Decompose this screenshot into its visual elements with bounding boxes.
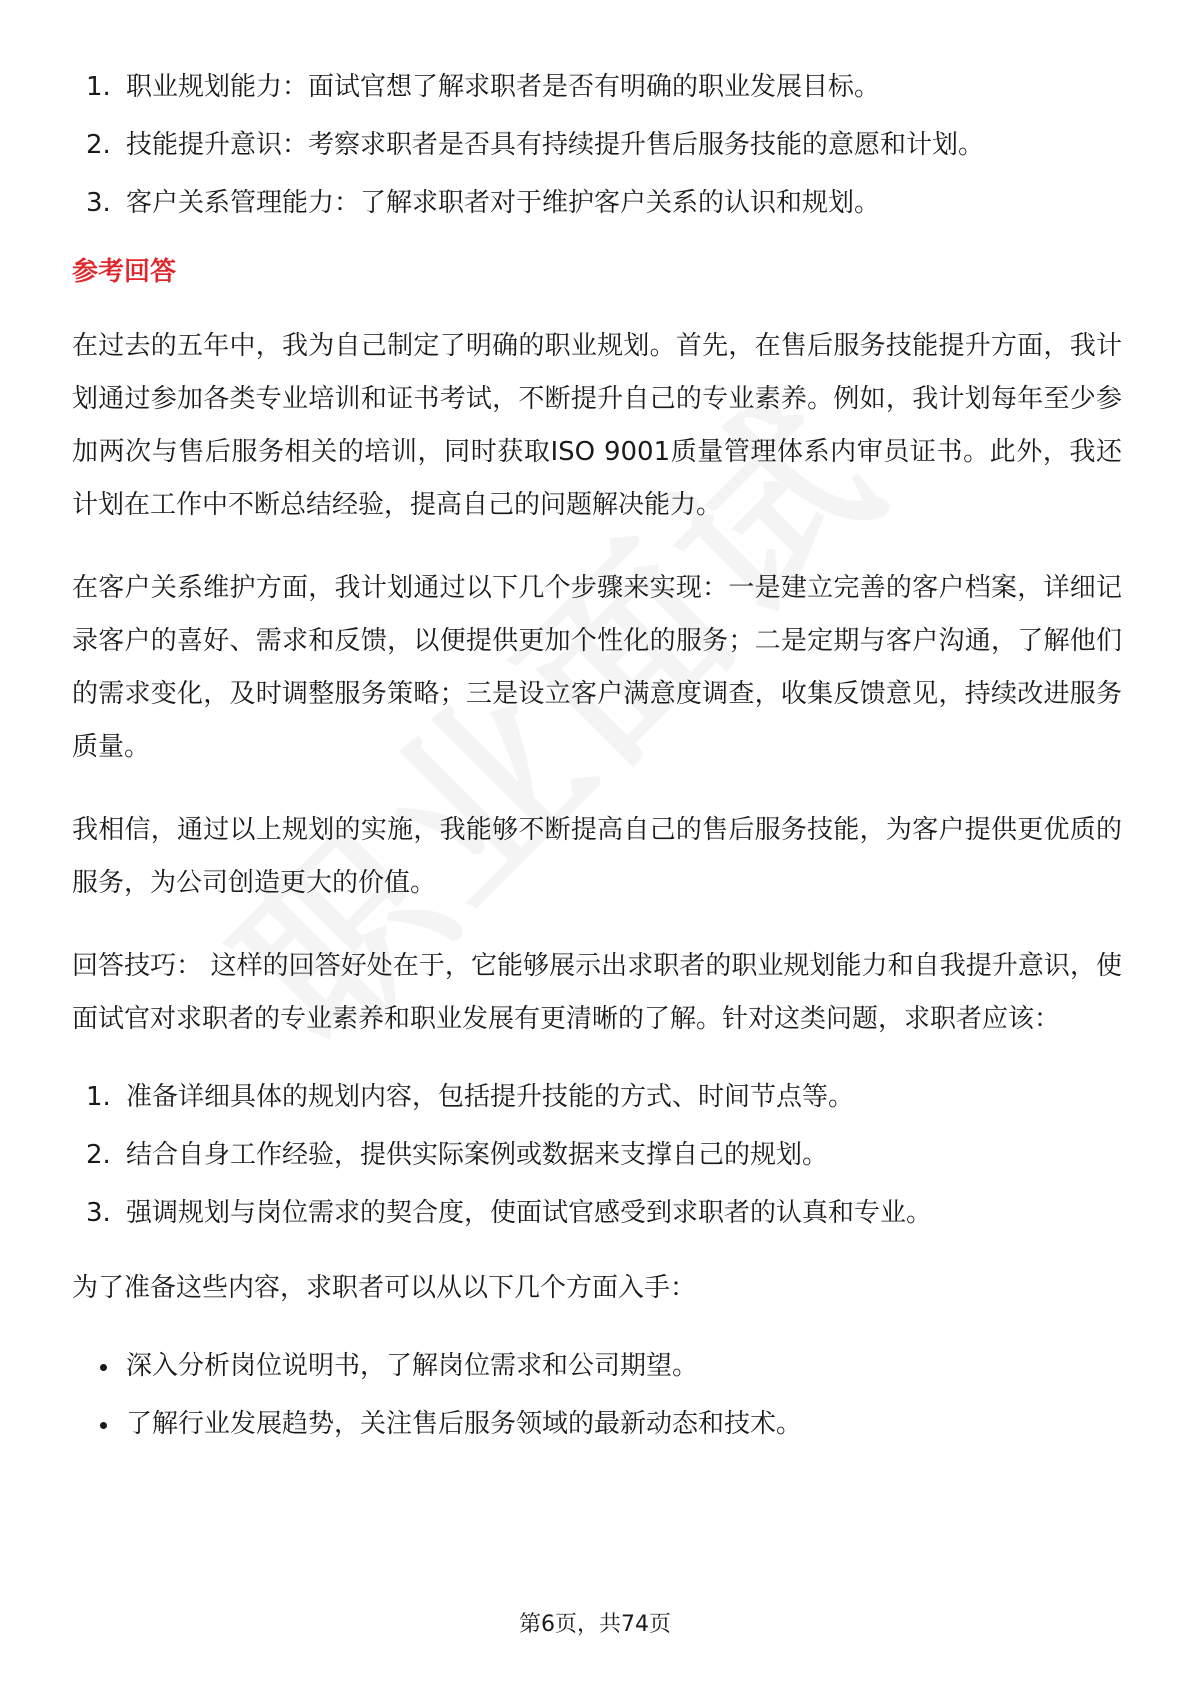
list-item-number: 2. bbox=[86, 1140, 111, 1170]
bullet-item bbox=[72, 1395, 1122, 1453]
list-item-text: 准备详细具体的规划内容，包括提升技能的方式、时间节点等。 bbox=[126, 1082, 855, 1112]
bullet-dot-icon bbox=[100, 1422, 107, 1429]
tips-list bbox=[72, 1068, 1122, 1242]
answer-paragraph: 在客户关系维护方面，我计划通过以下几个步骤来实现：一是建立完善的客户档案，详细记录客户的喜好、需求和反馈，以便提供更加个性化的服务；二是定期与客户沟通，了解他们的需求变化，及时调整服务策略；三是设立客户满意度调查，收集反馈意见，持续改进服务质量。 bbox=[72, 573, 1122, 762]
list-item-number: 1. bbox=[86, 72, 111, 102]
preparation-bullet-list bbox=[72, 1337, 1122, 1453]
bullet-item-text: 深入分析岗位说明书，了解岗位需求和公司期望。 bbox=[126, 1351, 699, 1381]
list-item-text: 客户关系管理能力：了解求职者对于维护客户关系的认识和规划。 bbox=[126, 188, 881, 218]
answer-paragraph: 在过去的五年中，我为自己制定了明确的职业规划。首先，在售后服务技能提升方面，我计划通过参加各类专业培训和证书考试，不断提升自己的专业素养。例如，我计划每年至少参加两次与售后服务相关的培训，同时获取ISO 9001质量管理体系内审员证书。此外，我还计划在工作中不断总结经验，提高自己的问题解决能力。 bbox=[72, 331, 1122, 520]
bullet-item-text: 了解行业发展趋势，关注售后服务领域的最新动态和技术。 bbox=[126, 1409, 803, 1439]
list-item bbox=[72, 174, 1122, 232]
list-item-text: 职业规划能力：面试官想了解求职者是否有明确的职业发展目标。 bbox=[126, 72, 881, 102]
list-item bbox=[72, 1126, 1122, 1184]
answer-paragraph: 我相信，通过以上规划的实施，我能够不断提高自己的售后服务技能，为客户提供更优质的服务，为公司创造更大的价值。 bbox=[72, 815, 1122, 898]
evaluation-points-list bbox=[72, 58, 1122, 232]
list-item-number: 2. bbox=[86, 130, 111, 160]
list-item-text: 结合自身工作经验，提供实际案例或数据来支撑自己的规划。 bbox=[126, 1140, 829, 1170]
page-number-footer: 第6页，共74页 bbox=[519, 1612, 671, 1637]
reference-answer-heading: 参考回答 bbox=[72, 257, 177, 287]
list-item-text: 技能提升意识：考察求职者是否具有持续提升售后服务技能的意愿和计划。 bbox=[126, 130, 985, 160]
list-item-number: 1. bbox=[86, 1082, 111, 1112]
bullet-item bbox=[72, 1337, 1122, 1395]
list-item-text: 强调规划与岗位需求的契合度，使面试官感受到求职者的认真和专业。 bbox=[126, 1198, 933, 1228]
list-item bbox=[72, 116, 1122, 174]
list-item-number: 3. bbox=[86, 1198, 111, 1228]
list-item-number: 3. bbox=[86, 188, 111, 218]
list-item bbox=[72, 1068, 1122, 1126]
list-item bbox=[72, 1184, 1122, 1242]
page-content bbox=[72, 58, 1122, 1453]
list-item bbox=[72, 58, 1122, 116]
bullet-dot-icon bbox=[100, 1364, 107, 1371]
preparation-intro: 为了准备这些内容，求职者可以从以下几个方面入手： bbox=[72, 1273, 697, 1303]
tips-paragraph: 回答技巧： 这样的回答好处在于，它能够展示出求职者的职业规划能力和自我提升意识，使面试官对求职者的专业素养和职业发展有更清晰的了解。针对这类问题，求职者应该： bbox=[72, 951, 1122, 1034]
